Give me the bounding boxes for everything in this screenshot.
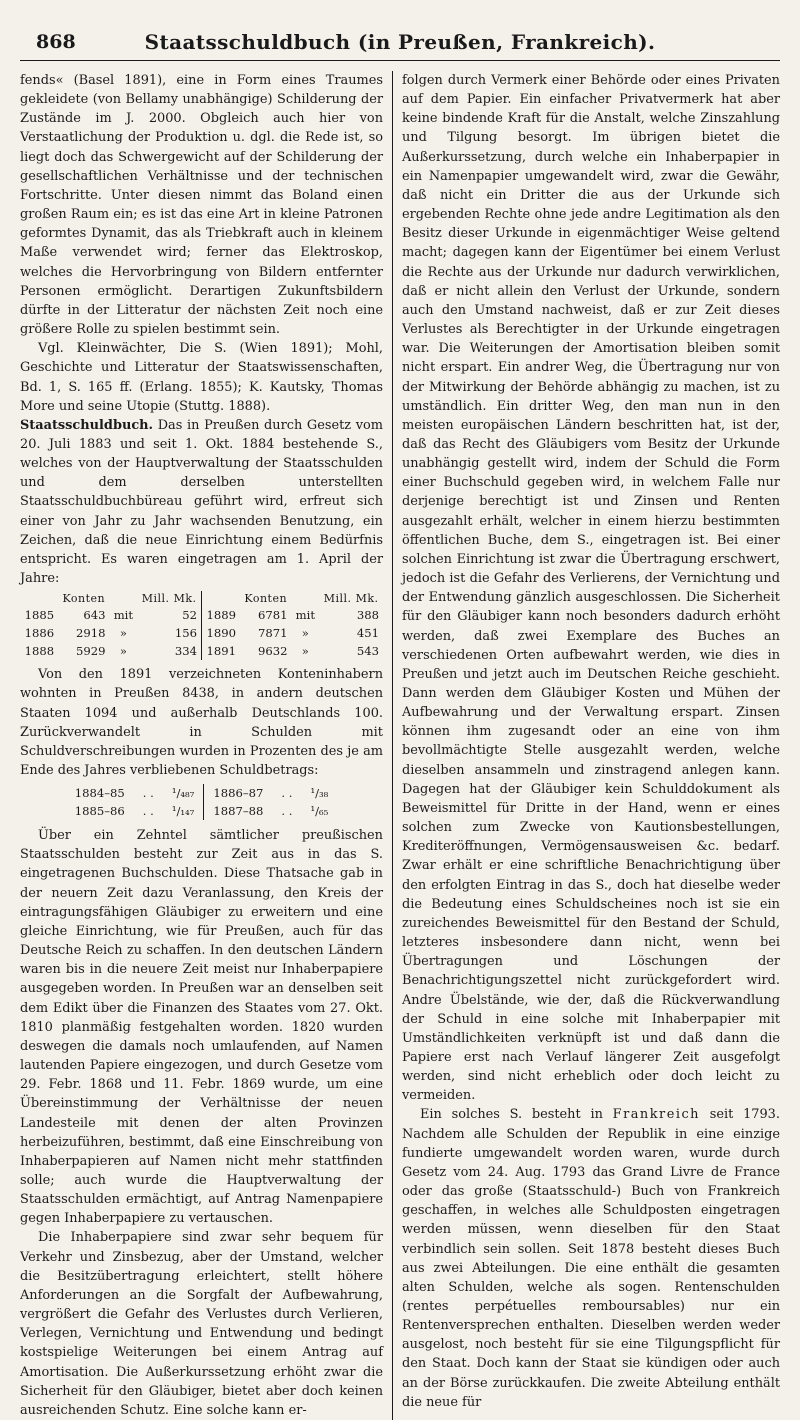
table-row: 1888 5929 » 334 1891 9632 » 543 bbox=[24, 644, 379, 659]
page-header bbox=[20, 24, 780, 61]
table-row: 1884–85 . . ¹/₄₈₇ 1886–87 . . ¹/₃₈ bbox=[74, 786, 329, 801]
left-column bbox=[20, 71, 392, 1420]
paragraph: Über ein Zehntel sämtlicher preußischen Staatsschulden besteht zur Zeit aus in das S. eingetragenen Buchschulden. Diese Thatsache gab in der neuern Zeit dazu Veranlassung, den Kreis der eintragungsfähigen Gläubiger zu erweitern und eine gleiche Einrichtung, wie für Preußen, auch für das Deutsche Reich zu schaffen. In den deutschen Ländern waren bis in die neuere Zeit meist nur Inhaberpapiere ausgegeben worden. In Preußen war an denselben seit dem Edikt über die Finanzen des Staates vom 27. Okt. 1810 planmäßig festgehalten worden. 1820 wurden deswegen die damals noch umlaufenden, auf Namen lautenden Papiere eingezogen, und durch Gesetze vom 29. Febr. 1868 und 11. Febr. 1869 wurde, um eine Übereinstimmung der Verhältnisse der neuen Landesteile mit denen der alten Provinzen herbeizuführen, bestimmt, daß eine Einschreibung von Inhaberpapieren auf Namen nicht mehr stattfinden solle; auch wurde die Hauptverwaltung der Staatsschulden ermächtigt, auf Antrag Namenpapiere gegen Inhaberpapiere zu vertauschen. bbox=[20, 828, 383, 1227]
paragraph: folgen durch Vermerk einer Behörde oder eines Privaten auf dem Papier. Ein einfacher Privatvermerk hat aber keine bindende Kraft für die Anstalt, welche Zinszahlung und Tilgung besorgt. Im übrigen bietet die Außerkurssetzung, durch welche ein Inhaberpapier in ein Namenpapier umgewandelt wird, zwar die Gewähr, daß nicht ein Dritter die aus der Urkunde sich ergebenden Rechte ohne jede andre Legitimation als den Besitz dieser Urkunde in eigenmächtiger Weise geltend macht; dagegen kann der Eigentümer bei einem Verlust die Rechte aus der Urkunde nur dadurch verwirklichen, daß er nicht allein den Verlust der Urkunde, sondern auch den Umstand nachweist, daß er zur Zeit dieses Verlustes als Berechtigter in der Urkunde eingetragen war. Die Weiterungen der Amortisation bleiben somit nicht erspart. Ein andrer Weg, die Übertragung nur von der Mitwirkung der Behörde abhängig zu machen, ist zu umständlich. Ein dritter Weg, den man nun in den meisten europäischen Ländern beschritten hat, ist der, daß das Recht des Gläubigers vom Besitz der Urkunde unabhängig gestellt wird, indem der Schuld die Form einer Buchschuld gegeben wird, in welchem Falle nur derjenige berechtigt ist und Zinsen und Renten ausgezahlt erhält, welcher in einem hierzu bestimmten öffentlichen Buche, dem S., eingetragen ist. Bei einer solchen Einrichtung ist zwar die Übertragung erschwert, jedoch ist die Gefahr des Verlierens, der Vernichtung und der Entwendung gänzlich ausgeschlossen. Die Sicherheit für den Gläubiger kann noch besonders dadurch erhöht werden, daß zwei Exemplare des Buches an verschiedenen Orten aufbewahrt werden, wie dies in Preußen und jetzt auch im Deutschen Reiche geschieht. Dann werden dem Gläubiger Kosten und Mühen der Aufbewahrung und der Verwaltung erspart. Zinsen können ihm zugesandt oder an eine von ihm bevollmächtigte Stelle ausgezahlt werden, welche dieselben ansammeln und zinstragend anlegen kann. Dagegen hat der Gläubiger kein Schulddokument als Beweismittel für Dritte in der Hand, wenn er eines solchen zum Zwecke von Kautionsbestellungen, Krediteröffnungen, Vermögensausweisen &c. bedarf. Zwar erhält er eine schriftliche Benachrichtigung über den erfolgten Eintrag in das S., doch hat dieselbe weder die Bedeutung eines Schuldscheines noch ist sie ein zureichendes Beweismittel für den Bestand der Schuld, letzteres insbesondere dann nicht, wenn bei Übertragungen und Löschungen der Benachrichtigungszettel nicht zurückgefordert wird. Andre Übelstände, wie der, daß die Rückverwandlung der Schuld in eine solche mit Inhaberpapier mit Umständlichkeiten verknüpft ist und daß dann die Papiere erst nach Verlauf längerer Zeit ausgefolgt werden, sind nicht erheblich oder doch leicht zu vermeiden. bbox=[402, 73, 780, 1104]
table-row: 1885 643 mit 52 1889 6781 mit 388 bbox=[24, 608, 379, 623]
column-header: Mill. Mk. bbox=[141, 592, 197, 606]
entry-text: Das in Preußen durch Gesetz vom 20. Juli 1883 und seit 1. Okt. 1884 bestehende S., welches von der Hauptverwaltung der Staatsschulden und dem derselben unterstellten Staatsschuldbuchbüreau geführt wird, erfreut sich einer von Jahr zu Jahr wachsenden Benutzung, ein Zeichen, daß die neue Einrichtung einem Bedürfnis entspricht. Es waren eingetragen am 1. April der Jahre: bbox=[20, 417, 383, 587]
bibliography-paragraph: Vgl. Kleinwächter, Die S. (Wien 1891); Mohl, Geschichte und Litteratur der Staatswissenschaften, Bd. 1, S. 165 ff. (Erlang. 1855); K. Kautsky, Thomas More und seine Utopie (Stuttg. 1888). bbox=[20, 341, 383, 414]
emphasized-term: Frankreich bbox=[612, 1107, 700, 1123]
column-header: Konten bbox=[244, 592, 288, 606]
table-row: 1886 2918 » 156 1890 7871 » 451 bbox=[24, 626, 379, 641]
running-title: Staatsschuldbuch (in Preußen, Frankreich). bbox=[144, 30, 656, 54]
paragraph: fends« (Basel 1891), eine in Form eines Traumes gekleidete (von Bellamy unabhängige) Schilderung der Zustände im J. 2000. Obgleich auch hier von Verstaatlichung der Produktion u. dgl. die Rede ist, so liegt doch das Schwergewicht auf der Schilderung der gesellschaftlichen Verhältnisse und der technischen Fortschritte. Unter diesen nimmt das Boland einen großen Raum ein; es ist das eine Art in kleine Patronen geformtes Dynamit, das als Triebkraft auch in kleinem Maße verwendet wird; ferner das Elektroskop, welches die Hervorbringung von Bildern entfernter Personen ermöglicht. Derartigen Zukunftsbildern dürfte in der Litteratur der nächsten Zeit noch eine größere Rolle zu spielen bestimmt sein. bbox=[20, 73, 383, 338]
page-number: 868 bbox=[36, 31, 76, 53]
paragraph: Die Inhaberpapiere sind zwar sehr bequem für Verkehr und Zinsbezug, aber der Umstand, welcher die Besitzübertragung erleichtert, stellt höhere Anforderungen an die Sorgfalt der Aufbewahrung, vergrößert die Gefahr des Verlustes durch Verlieren, Verlegen, Vernichtung und Entwendung und bedingt kostspielige Weiterungen bei einem Antrag auf Amortisation. Die Außerkurssetzung erhöht zwar die Sicherheit für den Gläubiger, bietet aber doch keinen ausreichenden Schutz. Eine solche kann er- bbox=[20, 1230, 383, 1418]
column-header: Konten bbox=[62, 592, 106, 606]
paragraph: Von den 1891 verzeichneten Konteninhabern wohnten in Preußen 8438, in andern deutschen Staaten 1094 und außerhalb Deutschlands 100. Zurückverwandelt in Schulden mit Schuldverschreibungen wurden in Prozenten des je am Ende des Jahres verbliebenen Schuldbetrags: bbox=[20, 667, 383, 778]
entry-headword: Staatsschuldbuch. bbox=[20, 417, 154, 433]
table-row: 1885–86 . . ¹/₁₄₇ 1887–88 . . ¹/₆₅ bbox=[74, 804, 329, 819]
accounts-table bbox=[20, 591, 383, 660]
entry-paragraph bbox=[20, 416, 383, 588]
table-header-row bbox=[20, 591, 383, 606]
paragraph: Ein solches S. besteht in Frankreich seit 1793. Nachdem alle Schulden der Republik in eine einzige fundierte umgewandelt worden waren, wurde durch Gesetz vom 24. Aug. 1793 das Grand Livre de France oder das große (Staatsschuld-) Buch von Frankreich geschaffen, in welches alle Schuldposten eingetragen werden müssen, wenn dieselben für den Staat verbindlich sein sollen. Seit 1878 besteht dieses Buch aus zwei Abteilungen. Die eine enthält die gesamten alten Schulden, welche als sogen. Rentenschulden (rentes perpétuelles remboursables) nur ein Rentenversprechen enthalten. Dieselben werden weder ausgelost, noch besteht für sie eine Tilgungspflicht für den Staat. Doch kann der Staat sie kündigen oder auch an der Börse zurückkaufen. Die zweite Abteilung enthält die neue für bbox=[402, 1107, 780, 1410]
right-column bbox=[392, 71, 780, 1420]
column-header: Mill. Mk. bbox=[323, 592, 379, 606]
text-columns bbox=[20, 71, 780, 1420]
share-table bbox=[66, 784, 338, 820]
